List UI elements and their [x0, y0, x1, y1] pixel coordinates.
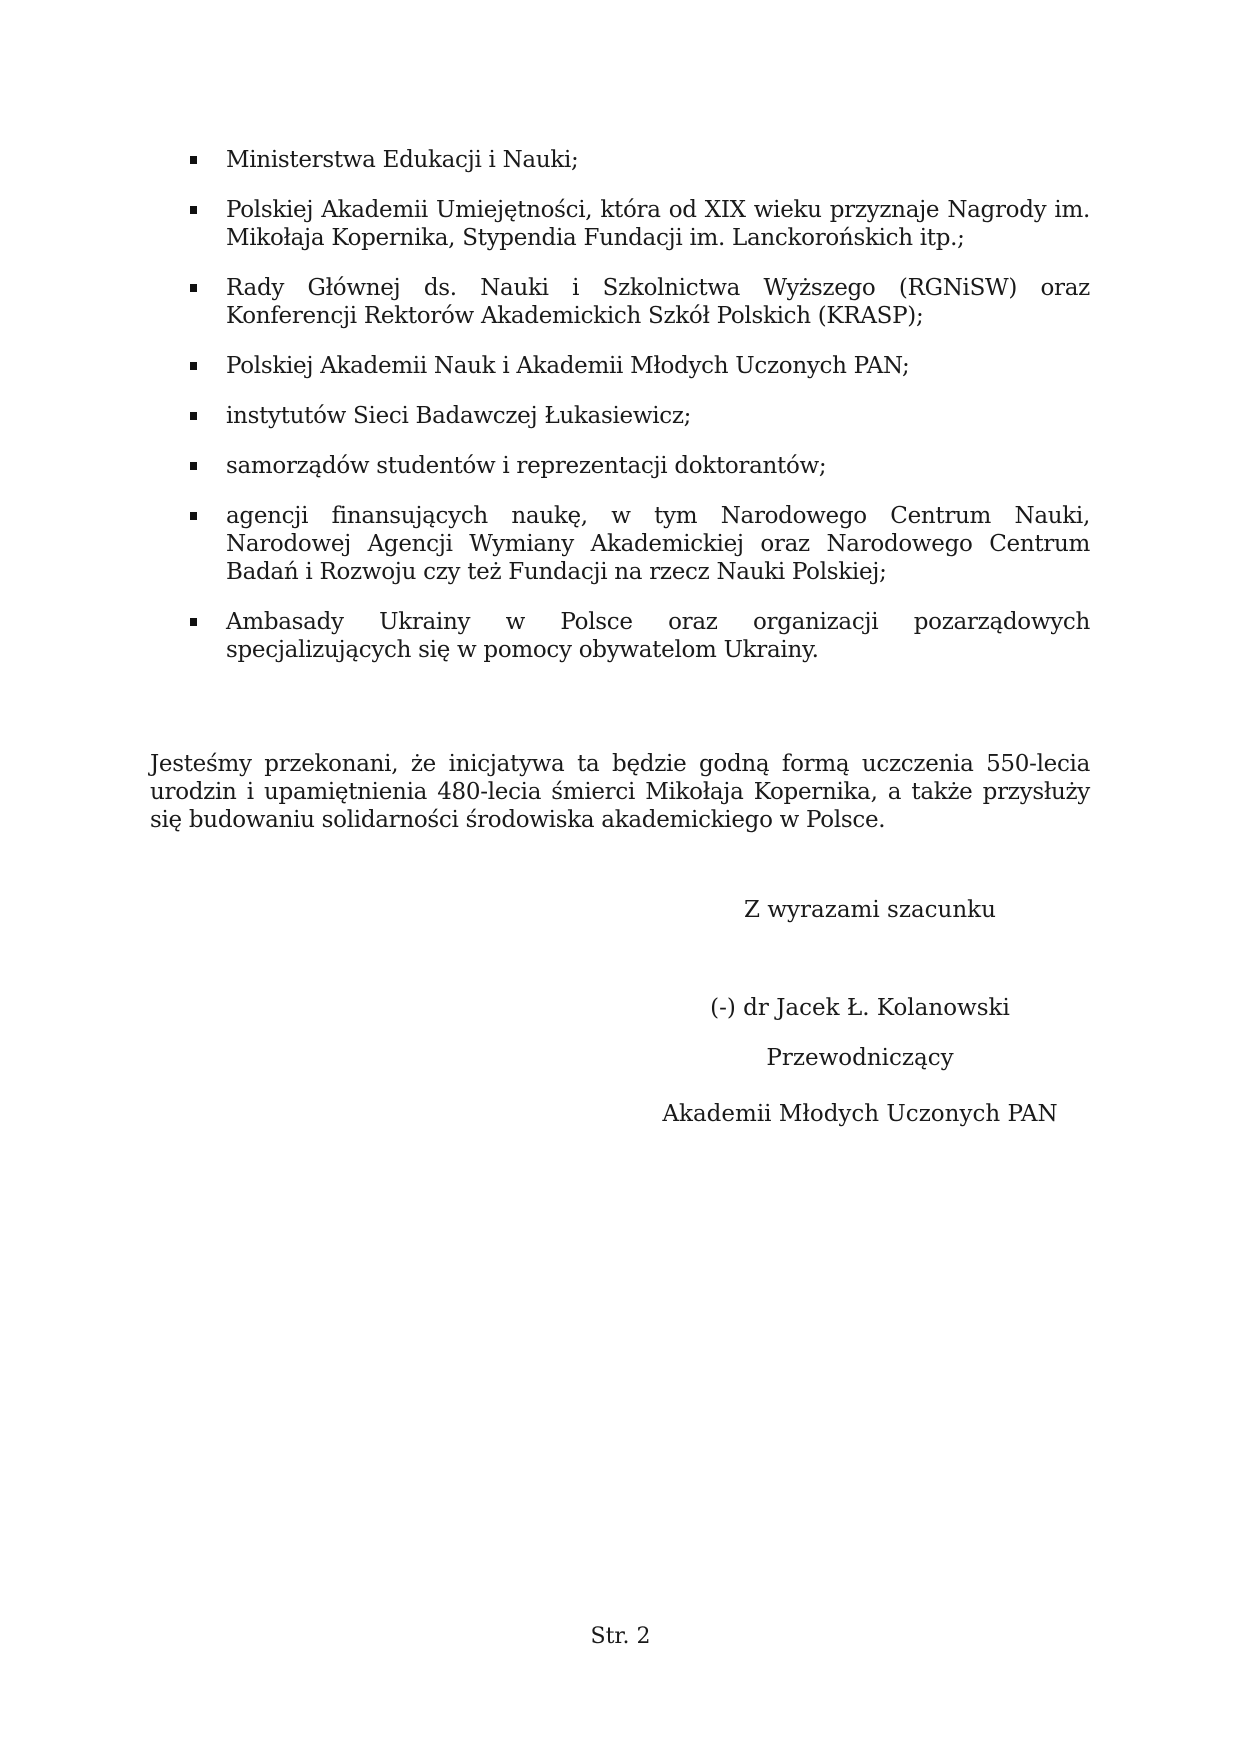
square-bullet-icon	[190, 156, 197, 164]
square-bullet-icon	[190, 512, 197, 520]
list-item	[190, 608, 1090, 664]
list-item-text: Ambasady Ukrainy w Polsce oraz organizacji pozarządowych specjalizujących się w pomocy obywatelom Ukrainy.	[226, 609, 1090, 663]
list-item-text: agencji finansujących naukę, w tym Narodowego Centrum Nauki, Narodowej Agencji Wymiany Akademickiej oraz Narodowego Centrum Badań i Rozwoju czy też Fundacji na rzecz Nauki Polskiej;	[226, 503, 1090, 585]
salutation: Z wyrazami szacunku	[744, 897, 996, 923]
list-item	[190, 352, 1090, 380]
list-item-text: Polskiej Akademii Nauk i Akademii Młodych Uczonych PAN;	[226, 353, 910, 379]
list-item-text: Rady Głównej ds. Nauki i Szkolnictwa Wyższego (RGNiSW) oraz Konferencji Rektorów Akademickich Szkół Polskich (KRASP);	[226, 275, 1090, 329]
list-item	[190, 274, 1090, 330]
square-bullet-icon	[190, 462, 197, 470]
list-item-text: samorządów studentów i reprezentacji doktorantów;	[226, 453, 827, 479]
signatory-title: Przewodniczący	[766, 1045, 954, 1071]
list-item	[190, 402, 1090, 430]
square-bullet-icon	[190, 284, 197, 292]
list-item-text: instytutów Sieci Badawczej Łukasiewicz;	[226, 403, 692, 429]
recipient-list	[190, 146, 1090, 686]
signatory-organization: Akademii Młodych Uczonych PAN	[662, 1101, 1058, 1127]
square-bullet-icon	[190, 412, 197, 420]
list-item	[190, 146, 1090, 174]
signatory-name: (-) dr Jacek Ł. Kolanowski	[710, 995, 1010, 1021]
page-number: Str. 2	[590, 1624, 651, 1649]
list-item	[190, 452, 1090, 480]
list-item-text: Polskiej Akademii Umiejętności, która od XIX wieku przyznaje Nagrody im. Mikołaja Kopernika, Stypendia Fundacji im. Lanckorońskich itp.;	[226, 197, 1090, 251]
list-item	[190, 502, 1090, 586]
square-bullet-icon	[190, 362, 197, 370]
square-bullet-icon	[190, 206, 197, 214]
list-item-text: Ministerstwa Edukacji i Nauki;	[226, 147, 579, 173]
closing-paragraph: Jesteśmy przekonani, że inicjatywa ta będzie godną formą uczczenia 550-lecia urodzin i upamiętnienia 480-lecia śmierci Mikołaja Kopernika, a także przysłuży się budowaniu solidarności środowiska akademickiego w Polsce.	[150, 751, 1090, 833]
list-item	[190, 196, 1090, 252]
square-bullet-icon	[190, 618, 197, 626]
